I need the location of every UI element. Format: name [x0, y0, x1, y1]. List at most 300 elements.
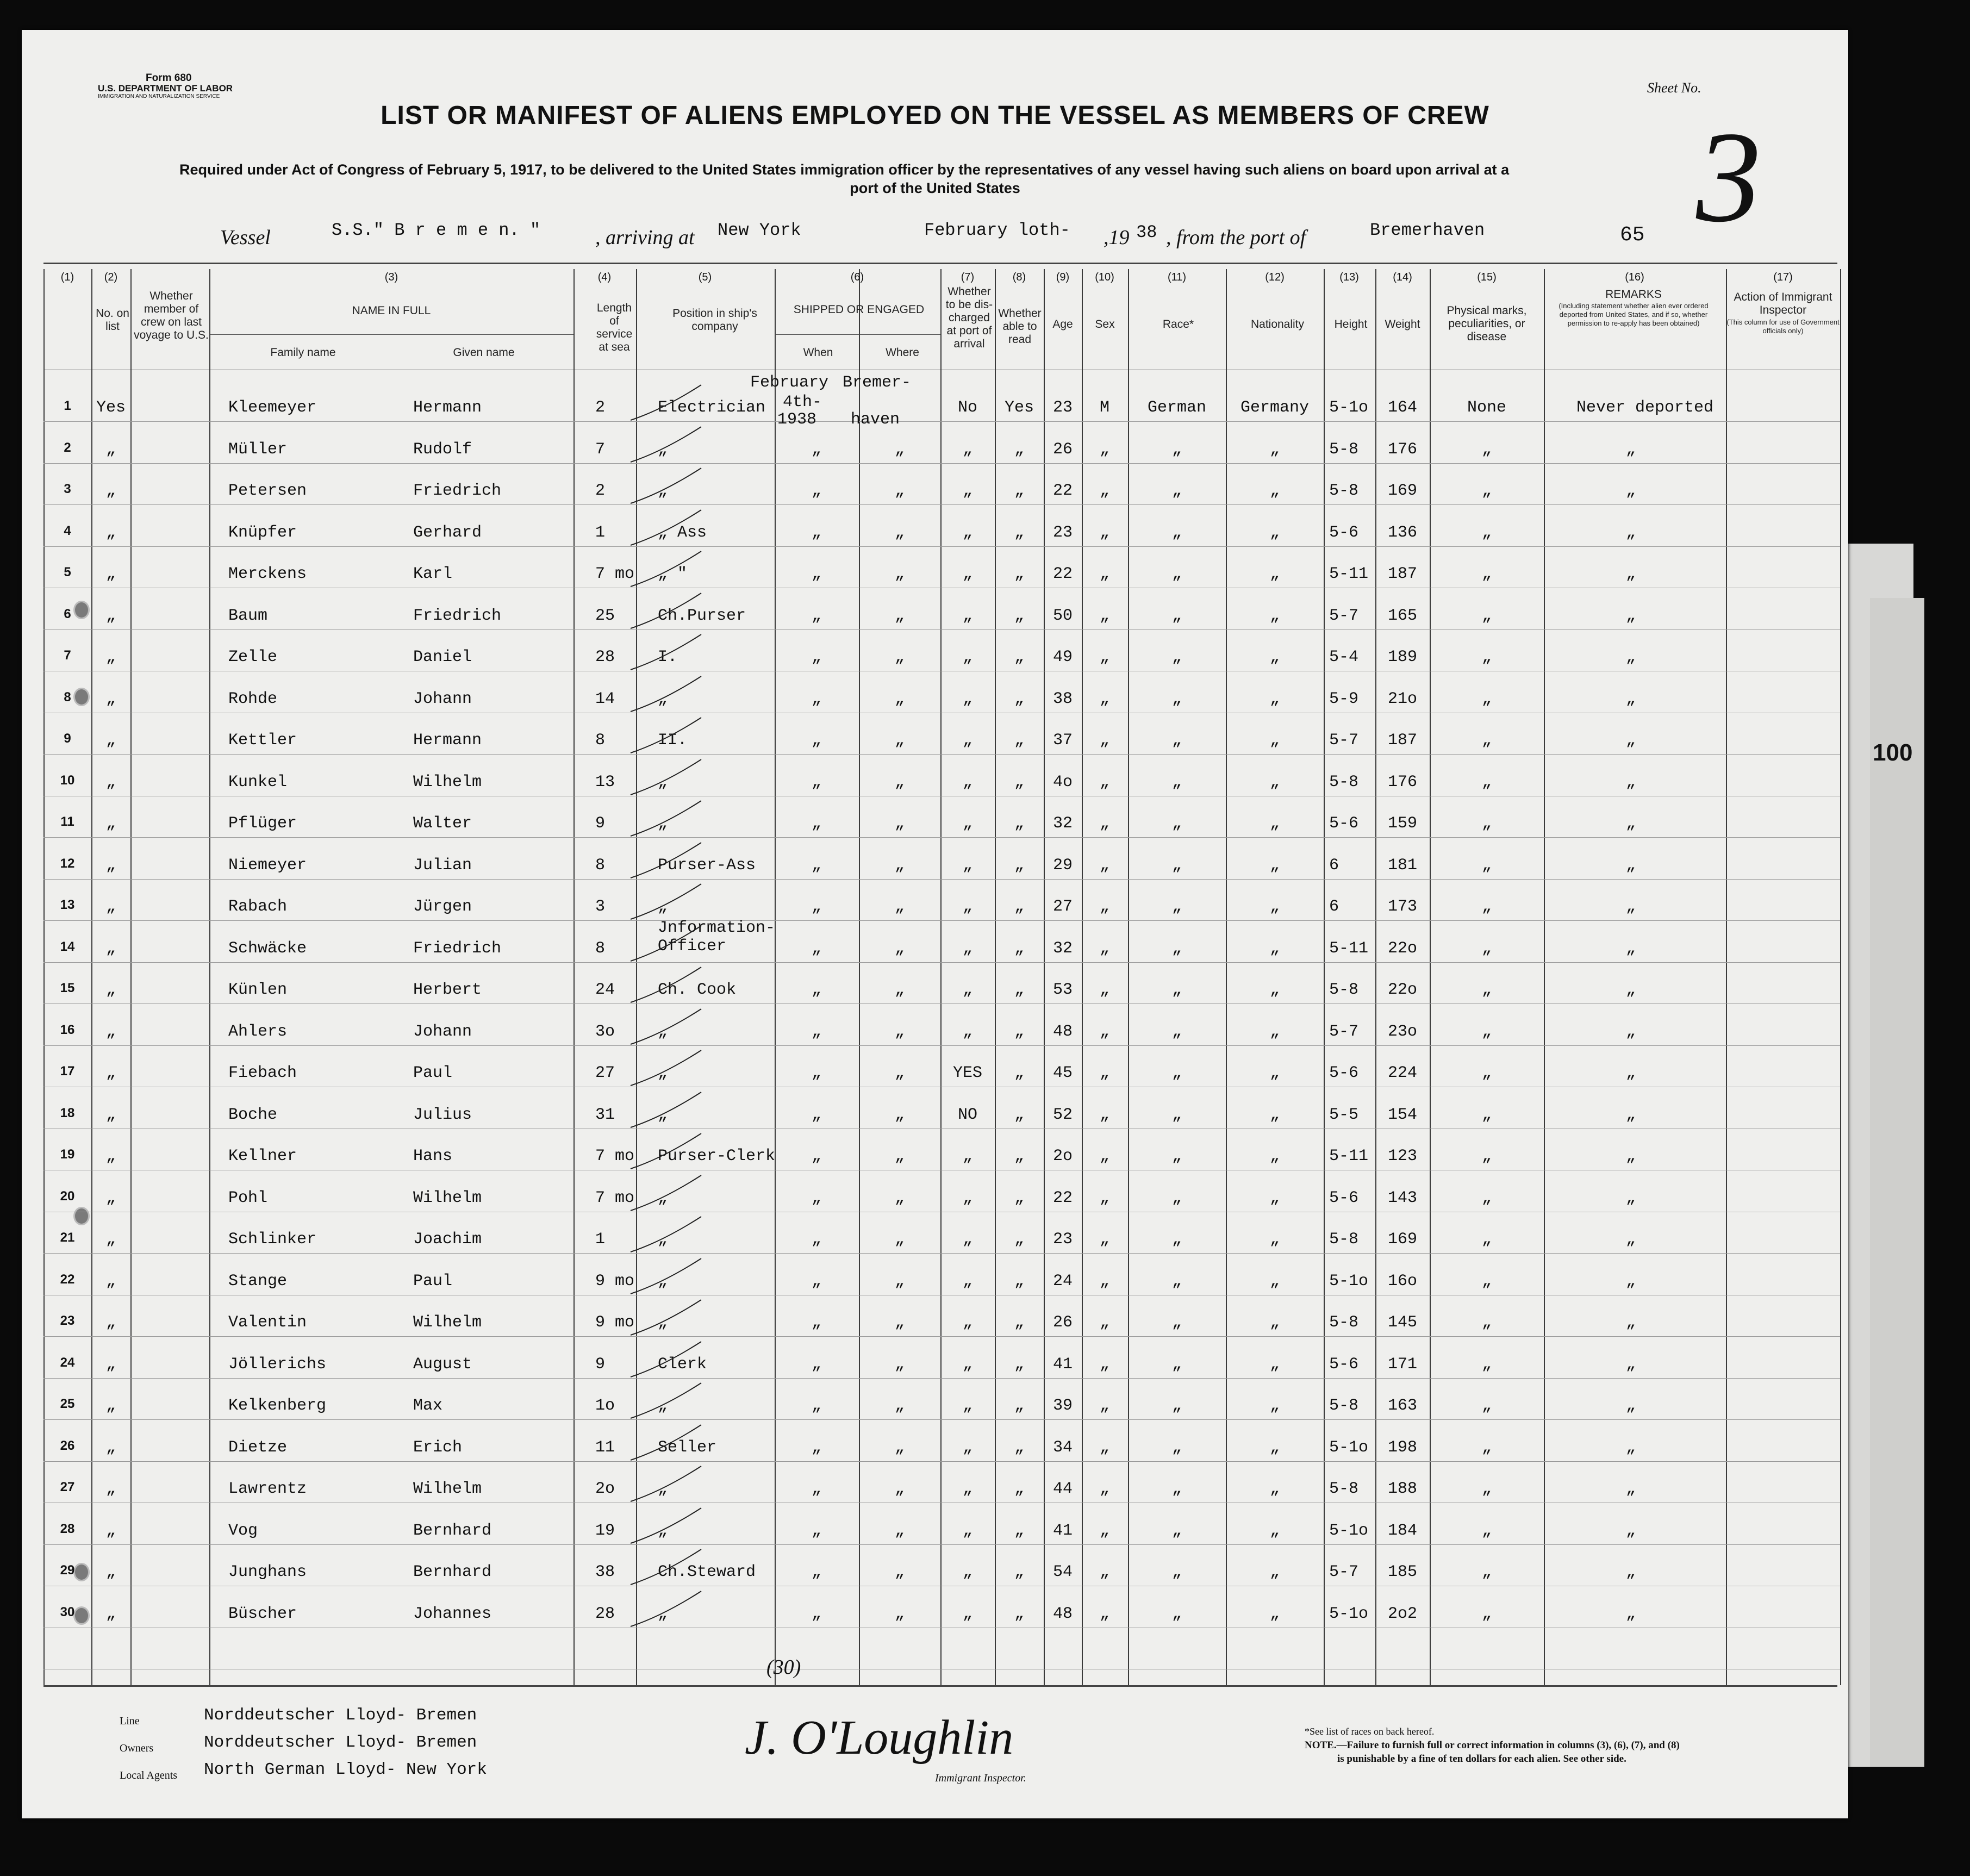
able-to-read: „	[1014, 1272, 1024, 1291]
family-name: Petersen	[228, 482, 307, 500]
pen-check-mark	[625, 465, 712, 509]
weight: 136	[1387, 523, 1417, 542]
row-number: 11	[60, 814, 74, 829]
service-length: 7	[595, 440, 606, 459]
grid-row-line	[43, 920, 1840, 921]
col-service-length: Length of service at sea	[596, 302, 633, 353]
able-to-read: „	[1014, 772, 1024, 791]
col-able-to-read: Whether able to read	[998, 307, 1042, 346]
shipped-when: „	[811, 1313, 821, 1332]
family-name: Büscher	[228, 1604, 297, 1623]
prev-voyage: „	[105, 1438, 116, 1457]
weight: 173	[1387, 898, 1417, 916]
shipped-where: „	[894, 689, 905, 708]
physical-marks: „	[1481, 856, 1492, 875]
discharged: „	[962, 1397, 972, 1415]
physical-marks: „	[1481, 1355, 1492, 1374]
weight: 187	[1387, 565, 1417, 583]
col-inspector-action: Action of Immigrant Inspector	[1734, 291, 1832, 316]
discharged: „	[962, 1438, 972, 1457]
service-length: 8	[595, 856, 606, 875]
weight: 184	[1387, 1521, 1417, 1540]
prev-voyage: „	[105, 689, 116, 708]
service-length: 8	[595, 731, 606, 750]
row-number: 26	[60, 1438, 75, 1453]
able-to-read: „	[1014, 1563, 1024, 1581]
shipped-where: „	[894, 814, 905, 833]
agents-label: Local Agents	[120, 1769, 178, 1781]
service-length: 9 mo	[595, 1313, 635, 1332]
position: Ch. Cook	[658, 981, 737, 999]
height: 5-8	[1329, 482, 1359, 500]
weight: 188	[1387, 1480, 1417, 1498]
remarks: „	[1625, 1521, 1636, 1540]
age: 26	[1052, 1313, 1073, 1332]
age: 29	[1052, 856, 1073, 875]
family-name: Schlinker	[228, 1230, 317, 1249]
sheet-count: 65	[1620, 223, 1645, 247]
sex: „	[1099, 1604, 1109, 1623]
family-name: Pflüger	[228, 814, 297, 833]
service-length: 9	[595, 814, 606, 833]
discharged: No	[957, 398, 977, 417]
service-length: 28	[595, 1604, 615, 1623]
physical-marks: „	[1481, 939, 1492, 958]
column-number: (6)	[850, 271, 864, 283]
pen-check-mark	[625, 549, 712, 592]
prev-voyage: „	[105, 1022, 116, 1041]
remarks: „	[1625, 648, 1636, 666]
given-name: Joachim	[413, 1230, 482, 1249]
given-name: Johann	[413, 1022, 472, 1041]
age: 34	[1052, 1438, 1073, 1457]
vessel-label: Vessel	[220, 226, 271, 249]
discharged: „	[962, 440, 972, 459]
family-name: Kelkenberg	[228, 1397, 327, 1415]
weight: 187	[1387, 731, 1417, 750]
sex: „	[1099, 1480, 1109, 1498]
remarks: „	[1625, 731, 1636, 750]
column-number: (9)	[1056, 271, 1070, 283]
family-name: Dietze	[228, 1438, 288, 1457]
family-name: Künlen	[228, 981, 288, 999]
given-name: Hans	[413, 1147, 453, 1166]
given-name: Daniel	[413, 648, 472, 666]
given-name: Friedrich	[413, 939, 502, 958]
row-number: 13	[60, 898, 75, 912]
race: „	[1171, 1313, 1182, 1332]
column-number: (15)	[1477, 271, 1497, 283]
nationality: Germany	[1240, 398, 1310, 417]
shipped-when: „	[811, 856, 821, 875]
footer-rule	[43, 1685, 1837, 1687]
given-name: August	[413, 1355, 472, 1374]
prev-voyage: „	[105, 440, 116, 459]
pen-check-mark	[625, 1588, 712, 1632]
discharged: „	[962, 482, 972, 500]
service-length: 2	[595, 482, 606, 500]
column-number: (4)	[597, 271, 612, 283]
service-length: 1o	[595, 1397, 615, 1415]
given-name: Walter	[413, 814, 472, 833]
column-number: (1)	[60, 271, 74, 283]
row-number: 14	[60, 939, 75, 954]
physical-marks: „	[1481, 898, 1492, 916]
race: „	[1171, 1147, 1182, 1166]
race: „	[1171, 606, 1182, 625]
family-name: Lawrentz	[228, 1480, 307, 1498]
height: 5-7	[1329, 1563, 1359, 1581]
position: Ch.Purser	[658, 606, 746, 625]
row-number: 23	[60, 1313, 75, 1328]
pen-check-mark	[625, 715, 712, 758]
sex: „	[1099, 1022, 1109, 1041]
sex: „	[1099, 772, 1109, 791]
column-number: (17)	[1773, 271, 1793, 283]
grid-row-line	[43, 1461, 1840, 1462]
grid-row-line	[43, 1378, 1840, 1379]
race: „	[1171, 1563, 1182, 1581]
given-name: Paul	[413, 1272, 453, 1291]
remarks: „	[1625, 482, 1636, 500]
age: 41	[1052, 1521, 1073, 1540]
position: II.	[658, 731, 688, 750]
shipped-when: „	[811, 1438, 821, 1457]
weight: 176	[1387, 772, 1417, 791]
family-name: Schwäcke	[228, 939, 307, 958]
weight: 154	[1387, 1105, 1417, 1124]
family-name: Fiebach	[228, 1064, 297, 1082]
service-length: 31	[595, 1105, 615, 1124]
able-to-read: „	[1014, 689, 1024, 708]
race: „	[1171, 1355, 1182, 1374]
remarks: „	[1625, 440, 1636, 459]
weight: 23o	[1387, 1022, 1417, 1041]
shipped-when: „	[811, 689, 821, 708]
row-number: 5	[64, 565, 71, 579]
pen-check-mark	[625, 1048, 712, 1091]
grid-row-line	[43, 421, 1840, 422]
physical-marks: „	[1481, 1604, 1492, 1623]
family-name: Knüpfer	[228, 523, 297, 542]
able-to-read: „	[1014, 1521, 1024, 1540]
grid-row-line	[43, 754, 1840, 755]
agents-value: North German Lloyd- New York	[204, 1760, 487, 1779]
col-position: Position in ship's company	[672, 307, 757, 333]
height: 5-11	[1329, 939, 1369, 958]
race: „	[1171, 939, 1182, 958]
sex: „	[1099, 523, 1109, 542]
col-discharged: Whether to be dis-charged at port of arrival	[945, 285, 993, 350]
pen-check-mark	[625, 1006, 712, 1050]
shipped-where: „	[894, 1147, 905, 1166]
discharged: „	[962, 814, 972, 833]
column-number: (7)	[961, 271, 975, 283]
shipped-when: „	[811, 981, 821, 999]
service-length: 19	[595, 1521, 615, 1540]
position: Seller	[658, 1438, 717, 1457]
position: „	[658, 898, 668, 916]
able-to-read: „	[1014, 482, 1024, 500]
shipped-when: „	[811, 814, 821, 833]
physical-marks: „	[1481, 1105, 1492, 1124]
physical-marks: „	[1481, 981, 1492, 999]
nationality: „	[1269, 689, 1280, 708]
age: 38	[1052, 689, 1073, 708]
nationality: „	[1269, 648, 1280, 666]
grid-header-line	[775, 334, 940, 335]
prev-voyage: „	[105, 565, 116, 583]
pen-check-mark	[625, 632, 712, 675]
col-family-name: Family name	[270, 346, 336, 359]
remarks: „	[1625, 1230, 1636, 1249]
discharged: „	[962, 689, 972, 708]
pen-check-mark	[625, 424, 712, 468]
given-name: Wilhelm	[413, 1188, 482, 1207]
manifest-sheet	[22, 30, 1848, 1818]
col-sex: Sex	[1095, 318, 1115, 331]
pen-check-mark	[625, 382, 712, 426]
row-number: 24	[60, 1355, 75, 1370]
remarks: „	[1625, 1397, 1636, 1415]
physical-marks: „	[1481, 482, 1492, 500]
race: „	[1171, 523, 1182, 542]
owners-label: Owners	[120, 1742, 154, 1754]
height: 5-5	[1329, 1105, 1359, 1124]
remarks: „	[1625, 814, 1636, 833]
height: 5-11	[1329, 1147, 1369, 1166]
able-to-read: „	[1014, 1022, 1024, 1041]
prev-voyage: „	[105, 1272, 116, 1291]
position: „	[658, 1604, 668, 1623]
race: „	[1171, 856, 1182, 875]
shipped-where: „	[894, 1022, 905, 1041]
column-number: (13)	[1339, 271, 1359, 283]
remarks: „	[1625, 898, 1636, 916]
discharged: „	[962, 1563, 972, 1581]
able-to-read: „	[1014, 1105, 1024, 1124]
age: 23	[1052, 398, 1073, 417]
position: „	[658, 1230, 668, 1249]
pen-check-mark	[625, 1214, 712, 1257]
grid-column-line	[209, 269, 210, 1685]
race: „	[1171, 648, 1182, 666]
shipped-when: „	[811, 1397, 821, 1415]
physical-marks: „	[1481, 606, 1492, 625]
shipped-when: „	[811, 939, 821, 958]
family-name: Ahlers	[228, 1022, 288, 1041]
age: 23	[1052, 1230, 1073, 1249]
shipped-when: „	[811, 440, 821, 459]
service-length: 27	[595, 1064, 615, 1082]
remarks: „	[1625, 1604, 1636, 1623]
penalty-note: NOTE.—Failure to furnish full or correct information in columns (3), (6), (7), and (8)	[1305, 1740, 1680, 1751]
able-to-read: „	[1014, 856, 1024, 875]
grid-row-line	[43, 1336, 1840, 1337]
remarks: „	[1625, 1022, 1636, 1041]
family-name: Rohde	[228, 689, 278, 708]
sex: „	[1099, 856, 1109, 875]
service-name: IMMIGRATION AND NATURALIZATION SERVICE	[98, 94, 220, 99]
able-to-read: „	[1014, 1480, 1024, 1498]
punch-hole	[73, 1207, 90, 1225]
service-length: 9 mo	[595, 1272, 635, 1291]
family-name: Kunkel	[228, 772, 288, 791]
discharged: „	[962, 1147, 972, 1166]
shipped-where: „	[894, 1480, 905, 1498]
discharged: „	[962, 1355, 972, 1374]
age: 44	[1052, 1480, 1073, 1498]
pen-check-mark	[625, 798, 712, 842]
col-race: Race*	[1162, 318, 1194, 331]
nationality: „	[1269, 1438, 1280, 1457]
grid-row-line	[43, 546, 1840, 547]
shipped-when: „	[811, 1147, 821, 1166]
height: 5-6	[1329, 814, 1359, 833]
height: 5-8	[1329, 1480, 1359, 1498]
age: 50	[1052, 606, 1073, 625]
pen-check-mark	[625, 1380, 712, 1424]
able-to-read: „	[1014, 1313, 1024, 1332]
able-to-read: „	[1014, 606, 1024, 625]
race: „	[1171, 1397, 1182, 1415]
family-name: Merckens	[228, 565, 307, 583]
grid-row-line	[43, 1544, 1840, 1545]
height: 5-8	[1329, 440, 1359, 459]
weight: 159	[1387, 814, 1417, 833]
age: 45	[1052, 1064, 1073, 1082]
page-tab-number: 100	[1873, 739, 1913, 766]
given-name: Friedrich	[413, 482, 502, 500]
prev-voyage: „	[105, 1563, 116, 1581]
prev-voyage: „	[105, 1188, 116, 1207]
nationality: „	[1269, 939, 1280, 958]
height: 5-6	[1329, 1188, 1359, 1207]
sex: „	[1099, 1438, 1109, 1457]
prev-voyage: „	[105, 814, 116, 833]
departure-port: Bremerhaven	[1370, 220, 1485, 240]
shipped-when: „	[811, 1480, 821, 1498]
shipped-when: „	[811, 1105, 821, 1124]
nationality: „	[1269, 1563, 1280, 1581]
remarks: „	[1625, 1105, 1636, 1124]
able-to-read: „	[1014, 731, 1024, 750]
age: 52	[1052, 1105, 1073, 1124]
position: „	[658, 814, 668, 833]
remarks: „	[1625, 1313, 1636, 1332]
race: „	[1171, 772, 1182, 791]
pen-check-mark	[625, 1422, 712, 1466]
grid-row-line	[43, 837, 1840, 838]
arriving-label: , arriving at	[595, 226, 695, 249]
form-subtitle: Required under Act of Congress of February 5, 1917, to be delivered to the United States immigration officer by the representatives of any vessel having such aliens on board upon arrival at a	[179, 161, 1510, 178]
service-length: 7 mo	[595, 1147, 635, 1166]
remarks: „	[1625, 939, 1636, 958]
position: „	[658, 1397, 668, 1415]
service-length: 1	[595, 523, 606, 542]
row-number: 19	[60, 1147, 75, 1162]
age: 23	[1052, 523, 1073, 542]
shipped-when: „	[811, 648, 821, 666]
from-port-label: , from the port of	[1166, 226, 1306, 249]
pen-check-mark	[625, 1297, 712, 1341]
height: 5-8	[1329, 1230, 1359, 1249]
remarks: „	[1625, 1563, 1636, 1581]
height: 5-1o	[1329, 1604, 1369, 1623]
prev-voyage: „	[105, 1147, 116, 1166]
given-name: Hermann	[413, 398, 482, 417]
shipped-when-line3: 1938	[777, 410, 817, 429]
height: 5-8	[1329, 981, 1359, 999]
service-length: 25	[595, 606, 615, 625]
nationality: „	[1269, 523, 1280, 542]
position: Jnformation-Officer	[658, 918, 776, 956]
total-count: (30)	[766, 1656, 801, 1679]
sex: „	[1099, 1313, 1109, 1332]
col-nationality: Nationality	[1250, 318, 1305, 331]
race: „	[1171, 1438, 1182, 1457]
shipped-where: „	[894, 1563, 905, 1581]
physical-marks: „	[1481, 565, 1492, 583]
given-name: Paul	[413, 1064, 453, 1082]
discharged: „	[962, 939, 972, 958]
position: Clerk	[658, 1355, 707, 1374]
discharged: YES	[952, 1064, 982, 1082]
arrival-date: February loth-	[924, 220, 1070, 240]
prev-voyage: „	[105, 898, 116, 916]
grid-row-line	[43, 1419, 1840, 1420]
discharged: „	[962, 606, 972, 625]
able-to-read: „	[1014, 814, 1024, 833]
sex: „	[1099, 1064, 1109, 1082]
able-to-read: „	[1014, 1188, 1024, 1207]
remarks: „	[1625, 856, 1636, 875]
age: 27	[1052, 898, 1073, 916]
physical-marks: „	[1481, 731, 1492, 750]
weight: 171	[1387, 1355, 1417, 1374]
shipped-where: „	[894, 1230, 905, 1249]
height: 6	[1329, 856, 1339, 875]
shipped-where: „	[894, 1604, 905, 1623]
grid-column-line	[1840, 269, 1841, 1685]
shipped-when: „	[811, 1604, 821, 1623]
sex: „	[1099, 440, 1109, 459]
position: „	[658, 1313, 668, 1332]
shipped-where-line1: Bremer-	[843, 373, 912, 392]
family-name: Valentin	[228, 1313, 307, 1332]
given-name: Bernhard	[413, 1521, 492, 1540]
age: 4o	[1052, 772, 1073, 791]
shipped-when: „	[811, 1521, 821, 1540]
shipped-when-line1: February	[750, 373, 829, 392]
service-length: 8	[595, 939, 606, 958]
given-name: Max	[413, 1397, 443, 1415]
col-shipped-where: Where	[886, 346, 919, 359]
grid-row-line	[43, 1253, 1840, 1254]
sex: „	[1099, 939, 1109, 958]
pen-check-mark	[625, 674, 712, 717]
given-name: Wilhelm	[413, 772, 482, 791]
arrival-year: 38	[1136, 222, 1157, 242]
able-to-read: „	[1014, 1438, 1024, 1457]
position: „	[658, 440, 668, 459]
race: „	[1171, 1230, 1182, 1249]
shipped-where: „	[894, 1521, 905, 1540]
family-name: Boche	[228, 1105, 278, 1124]
sex: „	[1099, 1563, 1109, 1581]
discharged: „	[962, 898, 972, 916]
physical-marks: „	[1481, 440, 1492, 459]
